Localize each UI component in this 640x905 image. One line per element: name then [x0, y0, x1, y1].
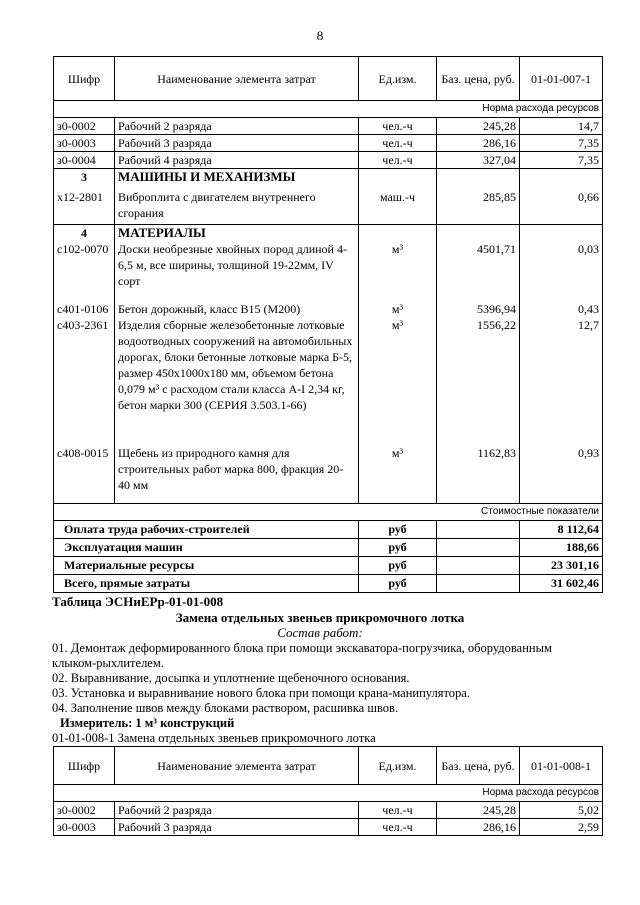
page-number: 8 [316, 28, 324, 43]
total-value: 8 112,64 [520, 520, 603, 538]
row-price: 327,04 [437, 152, 520, 169]
row-code: с102-0070 [54, 241, 115, 301]
section-title: МАТЕРИАЛЫ [115, 225, 359, 242]
row-name: Рабочий 2 разряда [115, 802, 359, 819]
header-price: Баз. цена, руб. [437, 57, 520, 101]
total-name: Материальные ресурсы [54, 556, 359, 574]
header-name: Наименование элемента затрат [115, 747, 359, 785]
row-name: Виброплита с двигателем внутреннего сгорания [115, 189, 359, 225]
row-name: Изделия сборные железобетонные лотковые водоотводных сооружений на автомобильных дорогах, блоки бетонные лотковые марка Б-5, размер 450х1000х180 мм, объемом бетона 0,079 м³ с расходом стали класса А-I 2,34 кг, бетон марки 300 (СЕРИЯ 3.503.1-66) [115, 317, 359, 445]
row-price: 245,28 [437, 802, 520, 819]
row-name: Рабочий 2 разряда [115, 118, 359, 135]
header-code: Шифр [54, 747, 115, 785]
row-code: с408-0015 [54, 445, 115, 503]
header-unit: Ед.изм. [359, 747, 437, 785]
total-value: 23 301,16 [520, 556, 603, 574]
row-unit: м³ [359, 301, 437, 317]
row-code: с403-2361 [54, 317, 115, 445]
header-price: Баз. цена, руб. [437, 747, 520, 785]
row-norm: 2,59 [520, 819, 603, 836]
code-line: 01-01-008-1 Замена отдельных звеньев прикромочного лотка [52, 731, 376, 745]
section-machines [54, 169, 603, 189]
section-number: 4 [54, 225, 115, 242]
section-heading: Замена отдельных звеньев прикромочного лотка [175, 610, 465, 625]
section-subheading: Состав работ: [277, 625, 363, 640]
table-row [54, 445, 603, 503]
row-unit: м³ [359, 445, 437, 503]
row-unit: м³ [359, 241, 437, 301]
table-title: Таблица ЭСНиЕРр-01-01-008 [52, 594, 224, 609]
measure-line: Измеритель: 1 м³ конструкций [60, 716, 235, 730]
table-row [54, 152, 603, 169]
header-norm: 01-01-007-1 [520, 57, 603, 101]
row-unit: м³ [359, 317, 437, 445]
row-norm: 0,03 [520, 241, 603, 301]
section-number: 3 [54, 169, 115, 189]
row-name: Рабочий 3 разряда [115, 819, 359, 836]
total-value: 31 602,46 [520, 574, 603, 592]
row-code: з0-0002 [54, 118, 115, 135]
resource-table-2 [53, 746, 603, 836]
row-norm: 12,7 [520, 317, 603, 445]
row-price: 1556,22 [437, 317, 520, 445]
work-step: клыком-рыхлителем. [52, 656, 164, 670]
row-price: 1162,83 [437, 445, 520, 503]
section-label: Норма расхода ресурсов [54, 785, 603, 802]
work-step: 04. Заполнение швов между блоками раствором, расшивка швов. [52, 701, 399, 715]
row-price: 286,16 [437, 135, 520, 152]
work-step: 02. Выравнивание, досыпка и уплотнение щебеночного основания. [52, 671, 410, 685]
row-price: 4501,71 [437, 241, 520, 301]
table-row [54, 317, 603, 445]
row-name: Рабочий 4 разряда [115, 152, 359, 169]
table-row [54, 802, 603, 819]
header-unit: Ед.изм. [359, 57, 437, 101]
row-name: Рабочий 3 разряда [115, 135, 359, 152]
table-row [54, 819, 603, 836]
row-norm: 7,35 [520, 152, 603, 169]
total-unit: руб [359, 520, 437, 538]
row-code: з0-0002 [54, 802, 115, 819]
total-name: Оплата труда рабочих-строителей [54, 520, 359, 538]
total-unit: руб [359, 538, 437, 556]
row-code: с401-0106 [54, 301, 115, 317]
row-norm: 0,43 [520, 301, 603, 317]
row-unit: чел.-ч [359, 118, 437, 135]
row-unit: чел.-ч [359, 152, 437, 169]
table-header [54, 57, 603, 101]
total-row [54, 520, 603, 538]
row-name: Бетон дорожный, класс В15 (М200) [115, 301, 359, 317]
total-value: 188,66 [520, 538, 603, 556]
row-price: 245,28 [437, 118, 520, 135]
total-unit: руб [359, 574, 437, 592]
header-code: Шифр [54, 57, 115, 101]
row-code: з0-0004 [54, 152, 115, 169]
row-unit: маш.-ч [359, 189, 437, 225]
section-label: Норма расхода ресурсов [54, 101, 603, 118]
row-price: 285,85 [437, 189, 520, 225]
table-row [54, 301, 603, 317]
work-step: 03. Установка и выравнивание нового блока при помощи крана-манипулятора. [52, 686, 470, 700]
total-name: Эксплуатация машин [54, 538, 359, 556]
row-price: 5396,94 [437, 301, 520, 317]
row-norm: 14,7 [520, 118, 603, 135]
header-name: Наименование элемента затрат [115, 57, 359, 101]
total-unit: руб [359, 556, 437, 574]
row-unit: чел.-ч [359, 135, 437, 152]
row-norm: 0,66 [520, 189, 603, 225]
row-code: х12-2801 [54, 189, 115, 225]
header-norm: 01-01-008-1 [520, 747, 603, 785]
row-price: 286,16 [437, 819, 520, 836]
row-norm: 5,02 [520, 802, 603, 819]
work-step: 01. Демонтаж деформированного блока при помощи экскаватора-погрузчика, оборудованным [52, 641, 552, 655]
resource-table-1 [53, 56, 603, 593]
table-row [54, 135, 603, 152]
table-row [54, 118, 603, 135]
row-name: Щебень из природного камня для строительных работ марка 800, фракция 20-40 мм [115, 445, 359, 503]
total-row [54, 556, 603, 574]
section-materials [54, 225, 603, 242]
row-norm: 0,93 [520, 445, 603, 503]
cost-label: Стоимостные показатели [54, 503, 603, 520]
table-row [54, 241, 603, 301]
row-code: з0-0003 [54, 135, 115, 152]
row-unit: чел.-ч [359, 819, 437, 836]
total-row [54, 538, 603, 556]
row-code: з0-0003 [54, 819, 115, 836]
total-name: Всего, прямые затраты [54, 574, 359, 592]
row-name: Доски необрезные хвойных пород длиной 4-6,5 м, все ширины, толщиной 19-22мм, IV сорт [115, 241, 359, 301]
section-title: МАШИНЫ И МЕХАНИЗМЫ [115, 169, 359, 189]
total-row [54, 574, 603, 592]
table-header [54, 747, 603, 785]
row-unit: чел.-ч [359, 802, 437, 819]
row-norm: 7,35 [520, 135, 603, 152]
table-row [54, 189, 603, 225]
